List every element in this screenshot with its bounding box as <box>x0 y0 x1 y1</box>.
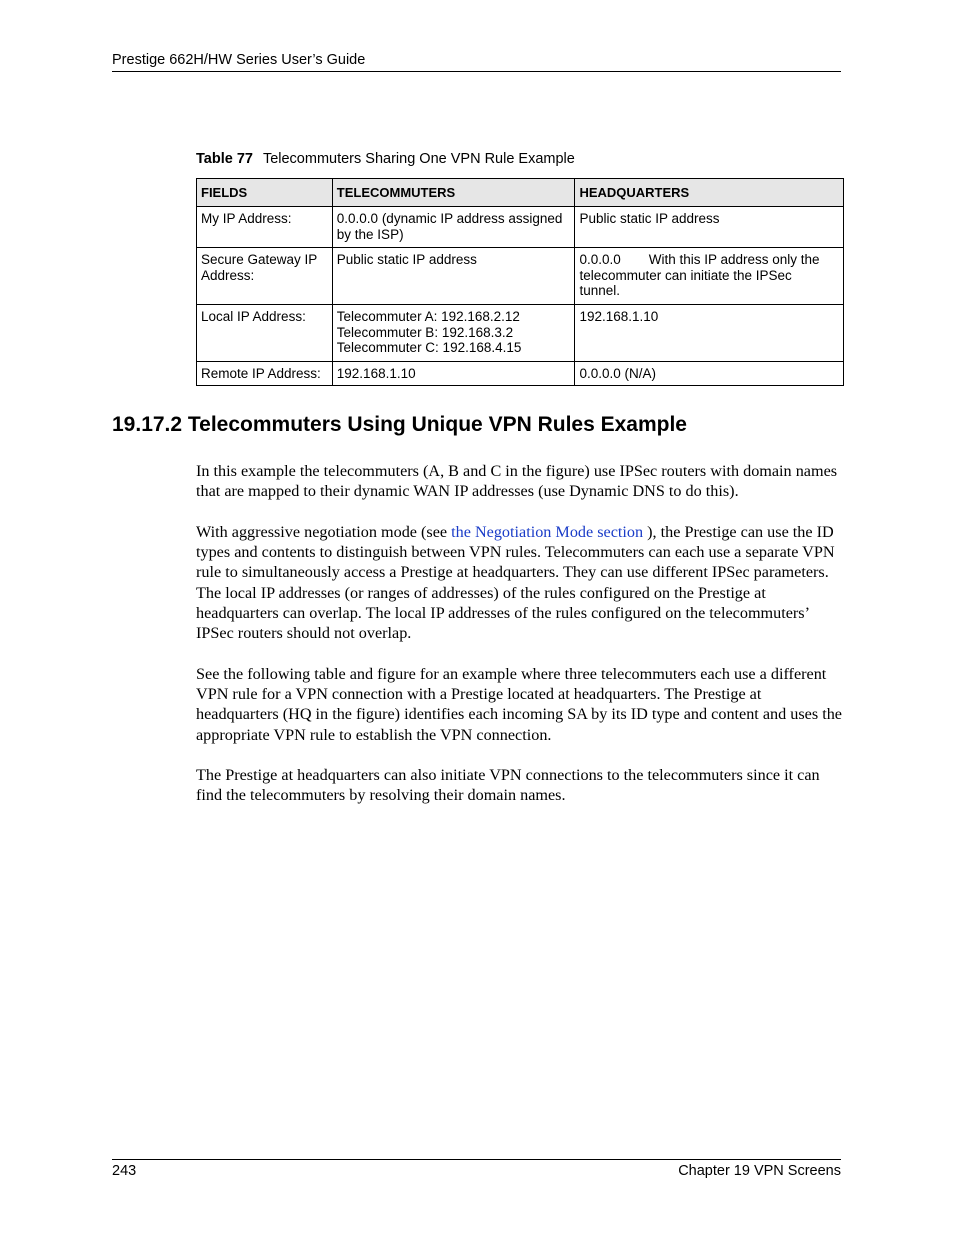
cell-headquarters: 0.0.0.0 (N/A) <box>575 362 844 386</box>
paragraph-hq-initiate: The Prestige at headquarters can also initiate VPN connections to the telecommuters since it can find the telecommuters by resolving their domain names. <box>196 766 820 805</box>
cell-headquarters: Public static IP address <box>575 207 844 248</box>
section-title: 19.17.2 Telecommuters Using Unique VPN Rules Example <box>112 413 687 436</box>
table-caption-text: Telecommuters Sharing One VPN Rule Example <box>262 151 575 167</box>
paragraph-aggressive-mode: With aggressive negotiation mode (see the Negotiation Mode section ), the Prestige can use the ID types and contents to distinguish between VPN rules. Telecommuters can each use a separate VPN rule to simultaneously access a Prestige at headquarters. They can use different IPSec parameters. The local IP addresses (or ranges of addresses) of the rules configured on the Prestige at headquarters can overlap. The local IP addresses of the rules configured on the telecommuters’ IPSec routers should not overlap. <box>196 523 835 643</box>
cell-telecommuters: 0.0.0.0 (dynamic IP address assigned by the ISP) <box>332 207 575 248</box>
cell-telecommuters: Telecommuter A: 192.168.2.12 Telecommuter B: 192.168.3.2 Telecommuter C: 192.168.4.15 <box>332 305 575 362</box>
chapter-title: Chapter 19 VPN Screens <box>678 1163 841 1179</box>
cell-headquarters: 0.0.0.0 With this IP address only the telecommuter can initiate the IPSec tunnel. <box>575 248 844 305</box>
cell-telecommuters: 192.168.1.10 <box>332 362 575 386</box>
negotiation-mode-link[interactable]: the Negotiation Mode section <box>451 523 644 541</box>
page-footer <box>112 1159 841 1182</box>
cell-telecommuters: Public static IP address <box>332 248 575 305</box>
cell-field: Remote IP Address: <box>197 362 333 386</box>
table-caption <box>196 150 575 168</box>
paragraph-intro: In this example the telecommuters (A, B and C in the figure) use IPSec routers with domain names that are mapped to their dynamic WAN IP addresses (use Dynamic DNS to do this). <box>196 462 838 501</box>
page-number: 243 <box>112 1163 137 1179</box>
column-header-telecommuters: TELECOMMUTERS <box>332 179 575 207</box>
table-row <box>197 248 844 305</box>
column-header-fields: FIELDS <box>197 179 333 207</box>
page-header <box>112 51 841 72</box>
paragraph-example: See the following table and figure for an example where three telecommuters each use a different VPN rule for a VPN connection with a Prestige located at headquarters. The Prestige at headquarters (HQ in the figure) identifies each incoming SA by its ID type and content and uses the appropriate VPN rule to establish the VPN connection. <box>196 665 842 744</box>
cell-field: My IP Address: <box>197 207 333 248</box>
cell-field: Secure Gateway IP Address: <box>197 248 333 305</box>
table-header-row <box>197 179 844 207</box>
column-header-headquarters: HEADQUARTERS <box>575 179 844 207</box>
cell-headquarters: 192.168.1.10 <box>575 305 844 362</box>
vpn-rule-table <box>196 178 844 386</box>
guide-title: Prestige 662H/HW Series User’s Guide <box>112 52 366 68</box>
table-row <box>197 362 844 386</box>
table-row <box>197 207 844 248</box>
table-row <box>197 305 844 362</box>
table-caption-number: Table 77 <box>196 151 253 167</box>
cell-field: Local IP Address: <box>197 305 333 362</box>
